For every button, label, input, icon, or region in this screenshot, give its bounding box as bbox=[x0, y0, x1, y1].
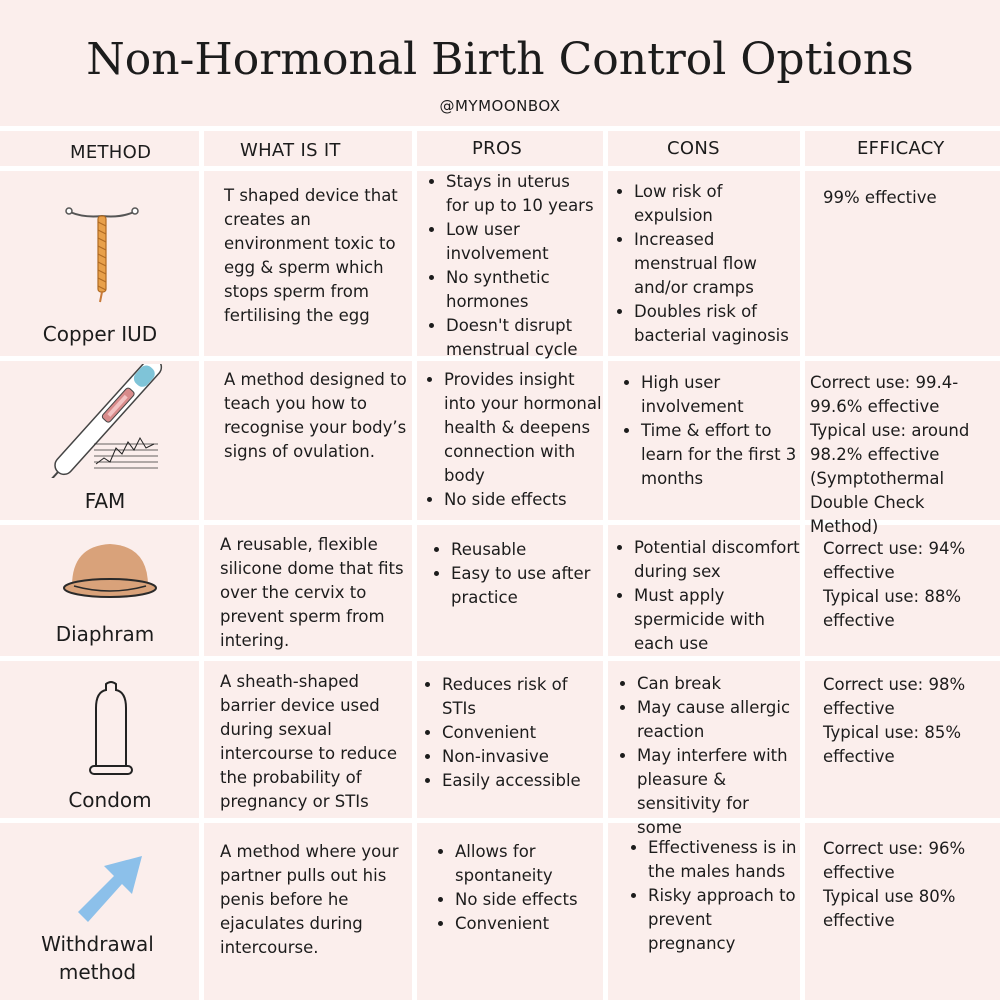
text-line: barrier device used bbox=[220, 696, 380, 715]
header-efficacy: EFFICACY bbox=[857, 138, 945, 159]
text-line: fertilising the egg bbox=[224, 306, 370, 325]
what-withdrawal bbox=[220, 840, 410, 960]
text-line: effective bbox=[823, 699, 895, 718]
text-line: A reusable, flexible bbox=[220, 535, 378, 554]
efficacy-condom bbox=[823, 673, 993, 769]
text-line: effective bbox=[823, 863, 895, 882]
text-line: Typical use: 85% bbox=[823, 723, 962, 742]
grid-line bbox=[412, 128, 417, 1000]
list-item: • Increased menstrual flow and/or cramps bbox=[634, 228, 792, 300]
handle-credit: @MYMOONBOX bbox=[439, 97, 561, 115]
text-line: 99.6% effective bbox=[810, 397, 940, 416]
diaphragm-icon bbox=[60, 540, 160, 602]
efficacy-diaphragm bbox=[823, 537, 993, 633]
text-line: the probability of bbox=[220, 768, 362, 787]
cons-withdrawal bbox=[626, 836, 798, 956]
list-item: • Potential discomfort during sex bbox=[634, 536, 800, 584]
header-method: METHOD bbox=[70, 142, 152, 163]
page-title: Non-Hormonal Birth Control Options bbox=[86, 34, 914, 85]
method-label-diaphragm: Diaphram bbox=[55, 622, 155, 646]
text-line: Correct use: 98% bbox=[823, 675, 966, 694]
text-line: A method designed to bbox=[224, 370, 407, 389]
thermometer-chart-icon bbox=[48, 364, 164, 478]
list-item: • Convenient bbox=[455, 912, 598, 936]
pros-withdrawal bbox=[433, 840, 598, 936]
text-line: silicone dome that fits bbox=[220, 559, 404, 578]
text-line: effective bbox=[823, 611, 895, 630]
text-line: penis before he bbox=[220, 890, 349, 909]
list-item: • No side effects bbox=[444, 488, 602, 512]
list-item: • Reusable bbox=[451, 538, 599, 562]
pros-copper-iud bbox=[424, 170, 596, 362]
text-line: effective bbox=[823, 911, 895, 930]
text-line: during sexual bbox=[220, 720, 332, 739]
pros-fam bbox=[422, 368, 602, 512]
list-item: • Stays in uterus for up to 10 years bbox=[446, 170, 596, 218]
text-line: (Symptothermal bbox=[810, 469, 945, 488]
method-label-condom: Condom bbox=[68, 788, 152, 812]
text-line: pregnancy or STIs bbox=[220, 792, 369, 811]
text-line: teach you how to bbox=[224, 394, 367, 413]
text-line: 99% effective bbox=[823, 188, 937, 207]
grid-line bbox=[0, 656, 1000, 661]
text-line: over the cervix to bbox=[220, 583, 367, 602]
text-line: A sheath-shaped bbox=[220, 672, 359, 691]
list-item: • Reduces risk of STIs bbox=[442, 673, 602, 721]
list-item: • Can break bbox=[637, 672, 799, 696]
list-item: • Allows for spontaneity bbox=[455, 840, 598, 888]
text-line: environment toxic to bbox=[224, 234, 396, 253]
text-line: recognise your body’s bbox=[224, 418, 407, 437]
cons-diaphragm bbox=[612, 536, 800, 656]
text-line: Correct use: 99.4- bbox=[810, 373, 959, 392]
text-line: signs of ovulation. bbox=[224, 442, 375, 461]
text-line: Typical use: 88% bbox=[823, 587, 962, 606]
text-line: egg & sperm which bbox=[224, 258, 384, 277]
text-line: Typical use 80% bbox=[823, 887, 956, 906]
text-line: Correct use: 96% bbox=[823, 839, 966, 858]
grid-line bbox=[800, 128, 805, 1000]
header-cons: CONS bbox=[667, 138, 720, 159]
list-item: • Doesn't disrupt menstrual cycle bbox=[446, 314, 596, 362]
text-line: stops sperm from bbox=[224, 282, 369, 301]
list-item: • No synthetic hormones bbox=[446, 266, 596, 314]
header-pros: PROS bbox=[472, 138, 523, 159]
text-line: creates an bbox=[224, 210, 311, 229]
efficacy-fam bbox=[810, 371, 998, 539]
text-line: Typical use: around bbox=[810, 421, 970, 440]
list-item: • Must apply spermicide with each use bbox=[634, 584, 800, 656]
method-label-withdrawal: Withdrawal method bbox=[41, 932, 154, 984]
list-item: • Easily accessible bbox=[442, 769, 602, 793]
method-label-copper-iud: Copper IUD bbox=[42, 322, 158, 346]
what-condom bbox=[220, 670, 410, 814]
list-item: • Convenient bbox=[442, 721, 602, 745]
grid-line bbox=[0, 126, 1000, 131]
list-item: • Doubles risk of bacterial vaginosis bbox=[634, 300, 792, 348]
efficacy-withdrawal bbox=[823, 837, 993, 933]
list-item: • Risky approach to prevent pregnancy bbox=[648, 884, 798, 956]
pros-diaphragm bbox=[429, 538, 599, 610]
list-item: • Time & effort to learn for the first 3 months bbox=[641, 419, 797, 491]
text-line: prevent sperm from bbox=[220, 607, 385, 626]
text-line: intercourse. bbox=[220, 938, 319, 957]
list-item: • Provides insight into your hormonal health & deepens connection with body bbox=[444, 368, 602, 488]
cons-condom bbox=[615, 672, 799, 840]
list-item: • Low risk of expulsion bbox=[634, 180, 792, 228]
text-line: A method where your bbox=[220, 842, 399, 861]
list-item: • May interfere with pleasure & sensitivity for some bbox=[637, 744, 799, 840]
list-item: • No side effects bbox=[455, 888, 598, 912]
what-fam bbox=[224, 368, 409, 464]
efficacy-copper-iud bbox=[823, 186, 993, 210]
condom-icon bbox=[86, 680, 136, 780]
text-line: intercourse to reduce bbox=[220, 744, 398, 763]
text-line: effective bbox=[823, 563, 895, 582]
grid-line bbox=[199, 128, 204, 1000]
text-line: ejaculates during bbox=[220, 914, 363, 933]
list-item: • Easy to use after practice bbox=[451, 562, 599, 610]
pros-condom bbox=[420, 673, 602, 793]
header-what: WHAT IS IT bbox=[240, 140, 341, 161]
cons-copper-iud bbox=[612, 180, 792, 348]
arrow-up-right-icon bbox=[74, 852, 146, 924]
copper-iud-icon bbox=[64, 200, 140, 304]
list-item: • May cause allergic reaction bbox=[637, 696, 799, 744]
what-copper-iud bbox=[224, 184, 404, 328]
cons-fam bbox=[619, 371, 797, 491]
text-line: Correct use: 94% bbox=[823, 539, 966, 558]
list-item: • Effectiveness is in the males hands bbox=[648, 836, 798, 884]
list-item: • Non-invasive bbox=[442, 745, 602, 769]
text-line: intering. bbox=[220, 631, 290, 650]
list-item: • Low user involvement bbox=[446, 218, 596, 266]
list-item: • High user involvement bbox=[641, 371, 797, 419]
text-line: partner pulls out his bbox=[220, 866, 387, 885]
text-line: Double Check Method) bbox=[810, 493, 925, 536]
method-label-fam: FAM bbox=[84, 489, 126, 513]
text-line: effective bbox=[823, 747, 895, 766]
what-diaphragm bbox=[220, 533, 410, 653]
text-line: T shaped device that bbox=[224, 186, 398, 205]
grid-line bbox=[603, 128, 608, 1000]
grid-line bbox=[0, 818, 1000, 823]
text-line: 98.2% effective bbox=[810, 445, 940, 464]
